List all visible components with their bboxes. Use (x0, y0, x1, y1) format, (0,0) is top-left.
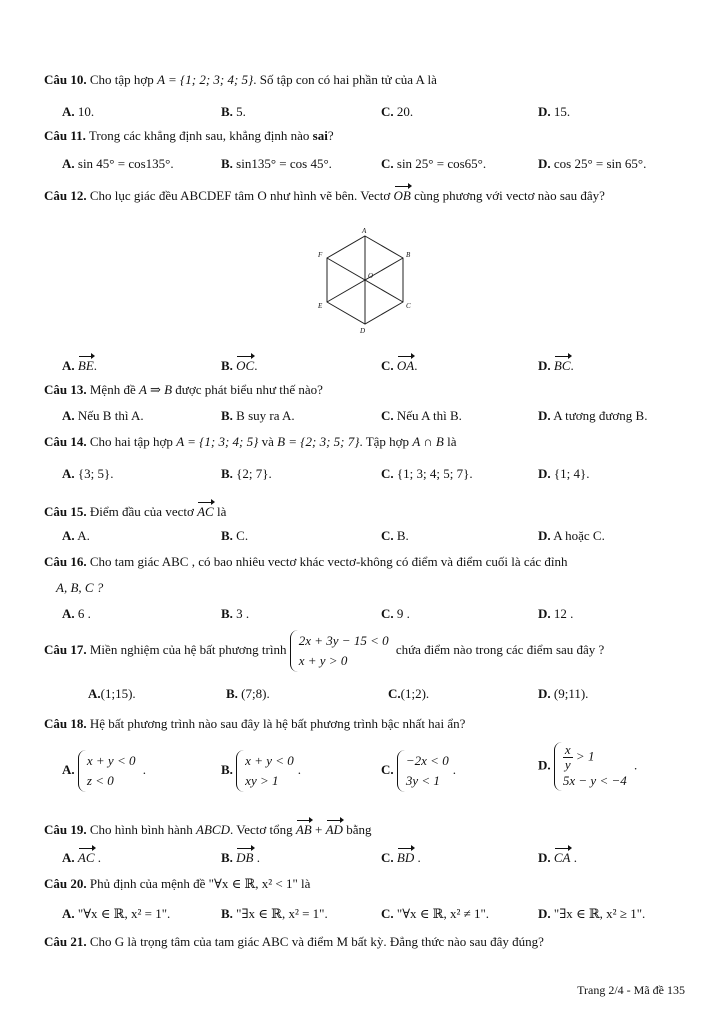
question-10: Câu 10. Cho tập hợp A = {1; 2; 3; 4; 5}. Số tập con có hai phần tử của A là (44, 72, 437, 87)
q14-option-b[interactable]: B. {2; 7}. (221, 466, 272, 481)
q11-option-c[interactable]: C. sin 25° = cos65°. (381, 156, 487, 171)
page-footer: Trang 2/4 - Mã đề 135 (577, 983, 685, 997)
q12-option-b[interactable]: B. OC. (221, 354, 257, 374)
hexagon-figure (310, 226, 420, 336)
question-16-line2: A, B, C ? (56, 580, 104, 595)
q10-option-a[interactable]: A. 10. (62, 104, 95, 119)
q13-option-d[interactable]: D. A tương đương B. (538, 408, 648, 423)
q16-option-b[interactable]: B. 3 . (221, 606, 250, 621)
q18-option-d[interactable]: D. $\frac{x}{y}$ > 1 5x − y < −4 . (538, 742, 637, 791)
q11-option-b[interactable]: B. sin135° = cos 45°. (221, 156, 332, 171)
q14-option-c[interactable]: C. {1; 3; 4; 5; 7}. (381, 466, 473, 481)
question-14: Câu 14. Cho hai tập hợp A = {1; 3; 4; 5} và B = {2; 3; 5; 7}. Tập hợp A ∩ B là (44, 434, 457, 449)
q13-option-c[interactable]: C. Nếu A thì B. (381, 408, 462, 423)
vertex-e: E (318, 302, 323, 310)
center-o: O (368, 272, 374, 280)
question-16: Câu 16. Cho tam giác ABC , có bao nhiêu vectơ khác vectơ-không có điểm và điểm cuối là các đỉnh (44, 554, 568, 569)
q19-option-b[interactable]: B. DB . (221, 846, 260, 866)
q15-option-d[interactable]: D. A hoặc C. (538, 528, 605, 543)
vertex-d: D (360, 327, 366, 335)
q10-option-b[interactable]: B. 5. (221, 104, 246, 119)
question-18: Câu 18. Hệ bất phương trình nào sau đây là hệ bất phương trình bậc nhất hai ẩn? (44, 716, 466, 731)
vertex-f: F (318, 251, 323, 259)
question-13: Câu 13. Mệnh đề A ⇒ B được phát biểu như thế nào? (44, 382, 323, 397)
q10-option-c[interactable]: C. 20. (381, 104, 414, 119)
q17-option-c[interactable]: C.(1;2). (388, 686, 430, 701)
q14-option-a[interactable]: A. {3; 5}. (62, 466, 114, 481)
question-11: Câu 11. Trong các khẳng định sau, khẳng định nào sai? (44, 128, 334, 143)
q19-option-a[interactable]: A. AC . (62, 846, 101, 866)
q13-option-b[interactable]: B. B suy ra A. (221, 408, 295, 423)
q19-option-d[interactable]: D. CA . (538, 846, 577, 866)
q15-option-b[interactable]: B. C. (221, 528, 249, 543)
vertex-b: B (406, 251, 411, 259)
q11-option-a[interactable]: A. sin 45° = cos135°. (62, 156, 174, 171)
q12-option-a[interactable]: A. BE. (62, 354, 97, 374)
q20-option-c[interactable]: C. "∀x ∈ ℝ, x² ≠ 1". (381, 906, 490, 921)
q16-option-a[interactable]: A. 6 . (62, 606, 91, 621)
q20-option-a[interactable]: A. "∀x ∈ ℝ, x² = 1". (62, 906, 171, 921)
q15-option-c[interactable]: C. B. (381, 528, 409, 543)
q18-option-a[interactable]: A. x + y < 0 z < 0 . (62, 750, 146, 792)
q12-option-d[interactable]: D. BC. (538, 354, 574, 374)
q20-option-d[interactable]: D. "∃x ∈ ℝ, x² ≥ 1". (538, 906, 646, 921)
q18-option-c[interactable]: C. −2x < 0 3y < 1. (381, 750, 456, 792)
question-19: Câu 19. Cho hình bình hành ABCD. Vectơ tổng AB + AD bằng (44, 818, 371, 838)
q19-option-c[interactable]: C. BD . (381, 846, 421, 866)
question-12: Câu 12. Cho lục giác đều ABCDEF tâm O như hình vẽ bên. Vectơ OB cùng phương với vectơ nào sau đây? (44, 184, 605, 204)
q12-option-c[interactable]: C. OA. (381, 354, 417, 374)
q10-option-d[interactable]: D. 15. (538, 104, 571, 119)
question-21: Câu 21. Cho G là trọng tâm của tam giác ABC và điểm M bất kỳ. Đẳng thức nào sau đây đúng? (44, 934, 544, 949)
q14-option-d[interactable]: D. {1; 4}. (538, 466, 590, 481)
question-17: Câu 17. Miền nghiệm của hệ bất phương trình 2x + 3y − 15 < 0 x + y > 0 chứa điểm nào trong các điểm sau đây ? (44, 630, 604, 672)
q17-option-b[interactable]: B. (7;8). (226, 686, 270, 701)
q11-option-d[interactable]: D. cos 25° = sin 65°. (538, 156, 647, 171)
vertex-a: A (362, 227, 367, 235)
q13-option-a[interactable]: A. Nếu B thì A. (62, 408, 144, 423)
question-15: Câu 15. Điểm đầu của vectơ AC là (44, 500, 226, 520)
q15-option-a[interactable]: A. A. (62, 528, 90, 543)
q20-option-b[interactable]: B. "∃x ∈ ℝ, x² = 1". (221, 906, 328, 921)
q17-option-d[interactable]: D. (9;11). (538, 686, 589, 701)
q16-option-d[interactable]: D. 12 . (538, 606, 574, 621)
q17-system: 2x + 3y − 15 < 0 x + y > 0 (290, 630, 393, 672)
q18-option-b[interactable]: B. x + y < 0 xy > 1. (221, 750, 301, 792)
question-20: Câu 20. Phủ định của mệnh đề "∀x ∈ ℝ, x² < 1" là (44, 876, 311, 891)
q16-option-c[interactable]: C. 9 . (381, 606, 410, 621)
q17-option-a[interactable]: A.(1;15). (88, 686, 136, 701)
vertex-c: C (406, 302, 411, 310)
